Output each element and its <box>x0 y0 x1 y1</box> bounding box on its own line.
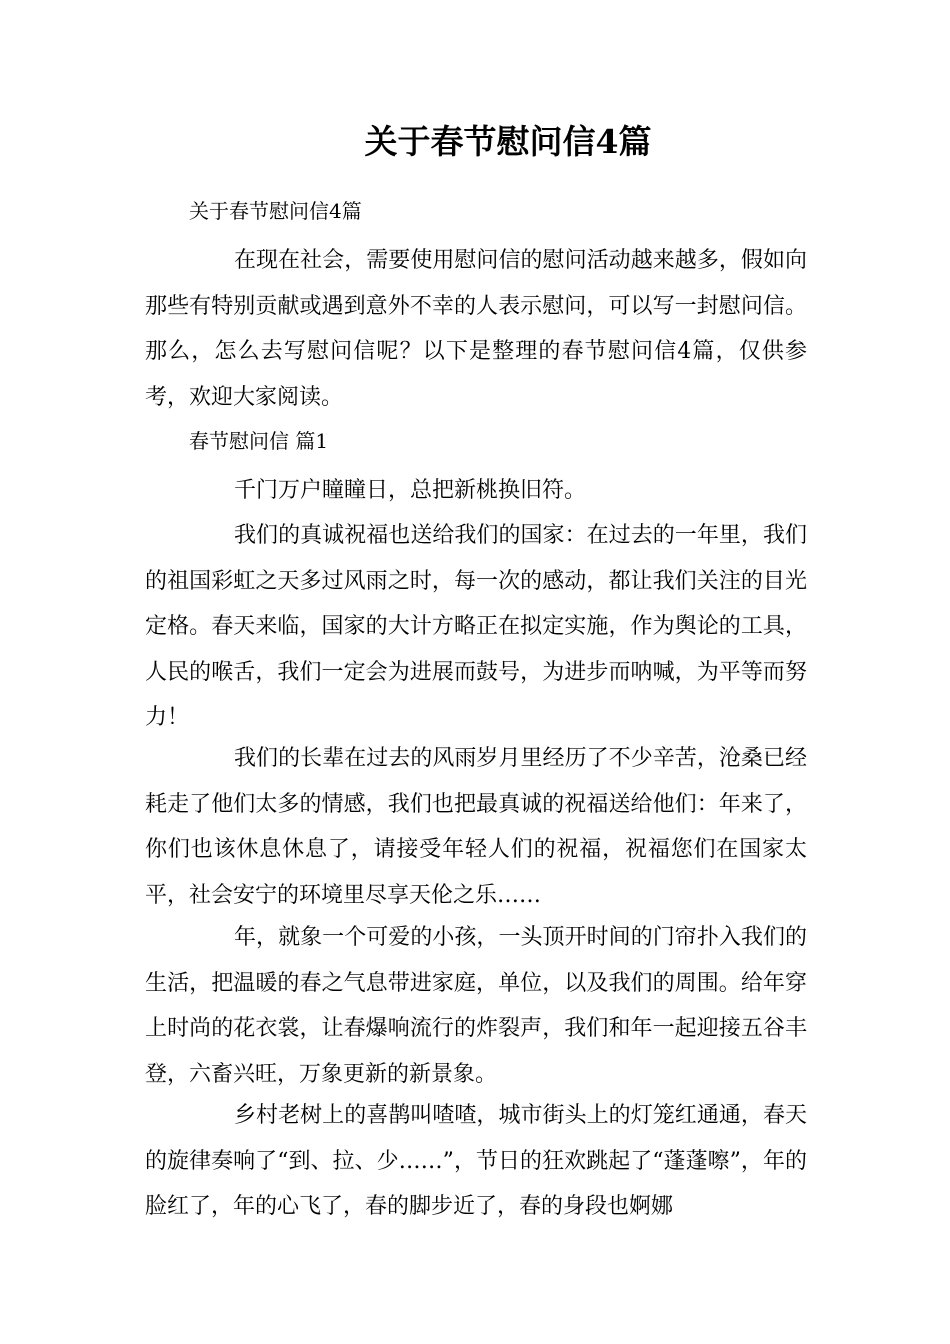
intro-paragraph: 在现在社会，需要使用慰问信的慰问活动越来越多，假如向那些有特别贡献或遇到意外不幸的人表示慰问，可以写一封慰问信。那么，怎么去写慰问信呢？以下是整理的春节慰问信4篇，仅供参考，欢迎大家阅读。 <box>145 248 807 410</box>
body-paragraph-3: 我们的长辈在过去的风雨岁月里经历了不少辛苦，沧桑已经耗走了他们太多的情感，我们也把最真诚的祝福送给他们：年来了，你们也该休息休息了，请接受年轻人们的祝福，祝福您们在国家太平，社会安宁的环境里尽享天伦之乐…… <box>145 746 807 908</box>
body-paragraph-2: 我们的真诚祝福也送给我们的国家：在过去的一年里，我们的祖国彩虹之天多过风雨之时，每一次的感动，都让我们关注的目光定格。春天来临，国家的大计方略正在拟定实施，作为舆论的工具，人民的喉舌，我们一定会为进展而鼓号，为进步而呐喊，为平等而努力！ <box>145 523 807 730</box>
body-paragraph-5: 乡村老树上的喜鹊叫喳喳，城市街头上的灯笼红通通，春天的旋律奏响了“到、拉、少……”，节日的狂欢跳起了“蓬蓬嚓”，年的脸红了，年的心飞了，春的脚步近了，春的身段也婀娜 <box>145 1103 807 1219</box>
body-paragraph-4: 年，就象一个可爱的小孩，一头顶开时间的门帘扑入我们的生活，把温暖的春之气息带进家庭，单位，以及我们的周围。给年穿上时尚的花衣裳，让春爆响流行的炸裂声，我们和年一起迎接五谷丰登，六畜兴旺，万象更新的新景象。 <box>145 925 807 1087</box>
section-heading: 春节慰问信 篇1 <box>189 429 329 453</box>
document-subtitle: 关于春节慰问信4篇 <box>189 199 362 223</box>
body-paragraph-1: 千门万户瞳瞳日，总把新桃换旧符。 <box>234 478 587 503</box>
document-title: 关于春节慰问信4篇 <box>364 122 652 161</box>
